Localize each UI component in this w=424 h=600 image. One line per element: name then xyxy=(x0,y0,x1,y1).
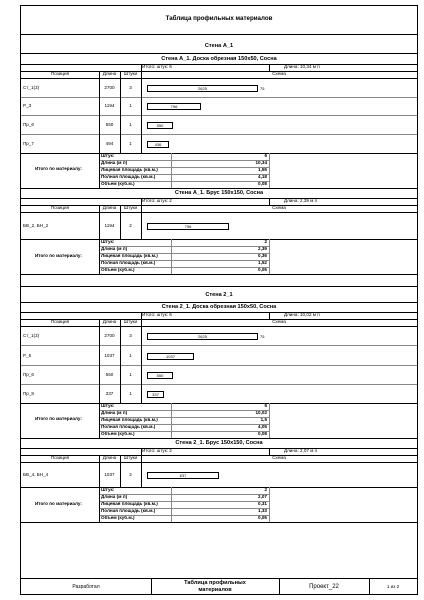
col-header-length: Длина xyxy=(102,205,117,210)
board-diagram xyxy=(147,372,173,379)
divider xyxy=(99,253,269,254)
row-count: 1 xyxy=(129,141,132,146)
divider xyxy=(21,188,417,189)
summary-label: Итого по материалу: xyxy=(35,166,82,171)
material-length-header: Длина: 10,34 м п xyxy=(284,64,320,69)
summary-length-value: 10,34 xyxy=(255,160,267,165)
board-side-dimension: 75 xyxy=(260,86,265,91)
summary-length-label: Длина (м п) xyxy=(101,160,128,165)
material-title: Стена А_1. Доска обрезная 150х50, Сосна xyxy=(161,56,277,62)
divider xyxy=(21,522,417,523)
board-diagram xyxy=(147,391,164,398)
board-dimension: 337 xyxy=(152,392,159,397)
divider xyxy=(99,494,269,495)
summary-count-label: Штук: xyxy=(101,487,115,492)
divider xyxy=(141,312,142,403)
beam-diagram xyxy=(147,472,219,479)
col-header-scheme: Схема xyxy=(272,205,286,210)
summary-count-value: 2 xyxy=(264,239,267,244)
divider xyxy=(120,205,121,239)
summary-volume-label: Объем (куб.м.) xyxy=(101,515,135,520)
footer-project: Проект_22 xyxy=(309,584,339,590)
divider xyxy=(21,286,417,287)
divider xyxy=(99,246,269,247)
row-length: 550 xyxy=(105,372,114,377)
row-count: 1 xyxy=(129,353,132,358)
divider xyxy=(99,410,269,411)
row-length: 1194 xyxy=(104,103,115,108)
divider xyxy=(141,198,142,239)
col-header-length: Длина xyxy=(102,455,117,460)
divider xyxy=(99,501,269,502)
divider xyxy=(141,448,142,487)
summary-face-area-value: 1,5 xyxy=(260,417,267,422)
document-title: Таблица профильных материалов xyxy=(165,15,273,22)
divider xyxy=(171,239,172,274)
row-position: Р_5 xyxy=(23,353,32,358)
summary-count-label: Штук: xyxy=(101,403,115,408)
summary-label: Итого по материалу: xyxy=(35,253,82,258)
divider xyxy=(21,384,417,385)
summary-full-area-value: 4,18 xyxy=(258,174,267,179)
summary-volume-value: 0,08 xyxy=(258,431,267,436)
col-header-position: Позиция xyxy=(50,71,70,76)
summary-face-area-value: 1,55 xyxy=(258,167,267,172)
divider xyxy=(141,64,142,153)
board-diagram xyxy=(147,353,194,360)
wall-title: Стена А_1 xyxy=(204,43,234,49)
col-header-position: Позиция xyxy=(50,319,70,324)
divider xyxy=(99,267,269,268)
board-dimension: 2625 xyxy=(198,86,207,91)
divider xyxy=(99,205,100,239)
material-length-header: Длина: 2,39 м п xyxy=(284,198,318,203)
summary-volume-label: Объем (куб.м.) xyxy=(101,431,135,436)
summary-volume-value: 0,05 xyxy=(258,515,267,520)
divider xyxy=(171,153,172,188)
row-position: Пр_8 xyxy=(23,391,34,396)
col-header-length: Длина xyxy=(102,319,117,324)
divider xyxy=(99,181,269,182)
summary-length-label: Длина (м п) xyxy=(101,246,128,251)
board-side-dimension: 75 xyxy=(260,334,265,339)
divider xyxy=(99,508,269,509)
summary-face-area-label: Лицевая площадь (кв.м.) xyxy=(101,501,158,506)
row-length: 1037 xyxy=(104,353,115,358)
summary-volume-value: 0,05 xyxy=(258,267,267,272)
divider xyxy=(21,134,417,135)
summary-volume-label: Объем (куб.м.) xyxy=(101,267,135,272)
row-length: 1037 xyxy=(104,472,115,477)
col-header-count: Штуки xyxy=(123,455,138,460)
divider xyxy=(171,487,172,522)
divider xyxy=(21,312,417,313)
divider xyxy=(21,365,417,366)
divider xyxy=(171,403,172,438)
col-header-scheme: Схема xyxy=(272,319,286,324)
divider xyxy=(99,455,100,487)
summary-length-value: 2,39 xyxy=(258,246,267,251)
footer-page: 1 из 2 xyxy=(386,584,400,589)
footer-developed: Разработал xyxy=(72,584,100,590)
board-dimension: 436 xyxy=(154,142,162,147)
divider xyxy=(99,403,100,438)
material-length-header: Длина: 2,07 м п xyxy=(284,448,318,453)
summary-face-area-label: Лицевая площадь (кв.м.) xyxy=(101,167,158,172)
material-title: Стена 2_1. Доска обрезная 150х50, Сосна xyxy=(161,304,277,310)
material-count-header: Итого: штук: 2 xyxy=(142,198,172,203)
row-count: 3 xyxy=(129,85,132,90)
divider xyxy=(21,97,417,98)
divider xyxy=(269,64,270,71)
board-diagram xyxy=(147,103,201,110)
board-diagram xyxy=(147,122,173,129)
row-count: 1 xyxy=(129,122,132,127)
divider xyxy=(99,424,269,425)
divider xyxy=(21,115,417,116)
row-count: 1 xyxy=(129,103,132,108)
summary-full-area-label: Полная площадь (кв.м.) xyxy=(101,508,156,513)
divider xyxy=(21,53,417,54)
material-title: Стена 2_1. Брус 150х150, Сосна xyxy=(175,440,263,446)
divider xyxy=(21,438,417,439)
board-dimension: 1037 xyxy=(166,354,175,359)
summary-length-label: Длина (м п) xyxy=(101,410,128,415)
summary-full-area-label: Полная площадь (кв.м.) xyxy=(101,260,156,265)
summary-count-value: 6 xyxy=(264,153,267,158)
col-header-count: Штуки xyxy=(123,205,138,210)
summary-volume-value: 0,08 xyxy=(258,181,267,186)
row-position: Ст_1(3) xyxy=(23,333,40,338)
col-header-count: Штуки xyxy=(123,319,138,324)
divider xyxy=(99,417,269,418)
divider xyxy=(21,64,417,65)
summary-volume-label: Объем (куб.м.) xyxy=(101,181,135,186)
footer-title-line1: Таблица профильных xyxy=(184,580,246,586)
summary-full-area-value: 4,05 xyxy=(258,424,267,429)
divider xyxy=(21,212,417,213)
divider xyxy=(269,403,270,438)
col-header-count: Штуки xyxy=(123,71,138,76)
divider xyxy=(99,319,100,403)
row-position: Пр_6 xyxy=(23,372,34,377)
divider xyxy=(21,34,417,35)
divider xyxy=(99,71,100,153)
divider xyxy=(99,431,269,432)
divider xyxy=(21,78,417,79)
row-position: Пр_6 xyxy=(23,122,34,127)
row-position: Пр_7 xyxy=(23,141,34,146)
board-diagram xyxy=(147,141,169,148)
row-position: Р_3 xyxy=(23,103,32,108)
board-dimension: 2625 xyxy=(198,334,207,339)
divider xyxy=(21,198,417,199)
divider xyxy=(99,239,100,274)
board-diagram xyxy=(147,85,258,92)
summary-face-area-value: 0,31 xyxy=(258,501,267,506)
row-length: 1194 xyxy=(104,223,115,228)
summary-count-value: 6 xyxy=(264,403,267,408)
summary-length-label: Длина (м п) xyxy=(101,494,128,499)
board-dimension: 796 xyxy=(170,104,178,109)
summary-label: Итого по материалу: xyxy=(35,501,82,506)
divider xyxy=(21,462,417,463)
beam-diagram xyxy=(147,223,229,230)
divider xyxy=(99,487,100,522)
summary-label: Итого по материалу: xyxy=(35,416,82,421)
summary-face-area-value: 0,36 xyxy=(258,253,267,258)
beam-dimension: 637 xyxy=(179,473,187,478)
wall-title: Стена 2_1 xyxy=(205,292,233,298)
material-count-header: Итого: штук: 2 xyxy=(142,448,172,453)
divider xyxy=(269,239,270,274)
summary-count-label: Штук: xyxy=(101,239,115,244)
summary-full-area-label: Полная площадь (кв.м.) xyxy=(101,174,156,179)
beam-dimension: 796 xyxy=(184,224,192,229)
row-position: БВ_2, БН_2 xyxy=(23,223,49,228)
material-title: Стена А_1. Брус 150х150, Сосна xyxy=(174,190,264,196)
divider xyxy=(269,153,270,188)
divider xyxy=(120,319,121,403)
divider xyxy=(21,448,417,449)
divider xyxy=(99,260,269,261)
material-count-header: Итого: штук: 6 xyxy=(142,64,172,69)
divider xyxy=(269,312,270,319)
divider xyxy=(120,455,121,487)
document-sheet xyxy=(20,5,418,595)
col-header-scheme: Схема xyxy=(272,71,286,76)
row-position: Ст_1(3) xyxy=(23,85,40,90)
row-length: 2700 xyxy=(104,333,115,338)
divider xyxy=(99,153,100,188)
divider xyxy=(21,326,417,327)
summary-length-value: 10,02 xyxy=(255,410,267,415)
summary-count-value: 2 xyxy=(264,487,267,492)
board-dimension: 550 xyxy=(156,373,164,378)
divider xyxy=(99,160,269,161)
row-length: 2700 xyxy=(104,85,115,90)
row-count: 2 xyxy=(129,472,132,477)
divider xyxy=(21,345,417,346)
col-header-position: Позиция xyxy=(50,455,70,460)
summary-face-area-label: Лицевая площадь (кв.м.) xyxy=(101,417,158,422)
board-dimension: 550 xyxy=(156,123,164,128)
summary-length-value: 2,07 xyxy=(258,494,267,499)
divider xyxy=(269,448,270,455)
material-length-header: Длина: 10,02 м п xyxy=(284,312,320,317)
divider xyxy=(99,515,269,516)
row-position: БВ_4, БН_4 xyxy=(23,472,49,477)
divider xyxy=(99,174,269,175)
summary-full-area-label: Полная площадь (кв.м.) xyxy=(101,424,156,429)
row-length: 337 xyxy=(105,391,114,396)
row-count: 3 xyxy=(129,333,132,338)
row-count: 2 xyxy=(129,223,132,228)
divider xyxy=(99,167,269,168)
summary-face-area-label: Лицевая площадь (кв.м.) xyxy=(101,253,158,258)
material-count-header: Итого: штук: 6 xyxy=(142,312,172,317)
divider xyxy=(21,578,417,579)
row-count: 1 xyxy=(129,391,132,396)
divider xyxy=(21,274,417,275)
board-diagram xyxy=(147,333,258,340)
divider xyxy=(269,198,270,205)
summary-full-area-value: 1,52 xyxy=(258,260,267,265)
col-header-length: Длина xyxy=(102,71,117,76)
divider xyxy=(21,302,417,303)
divider xyxy=(120,71,121,153)
summary-count-label: Штук: xyxy=(101,153,115,158)
col-header-position: Позиция xyxy=(50,205,70,210)
row-length: 550 xyxy=(105,122,114,127)
divider xyxy=(269,487,270,522)
row-length: 494 xyxy=(105,141,114,146)
row-count: 1 xyxy=(129,372,132,377)
footer-title-line2: материалов xyxy=(198,587,232,593)
summary-full-area-value: 1,33 xyxy=(258,508,267,513)
col-header-scheme: Схема xyxy=(272,455,286,460)
